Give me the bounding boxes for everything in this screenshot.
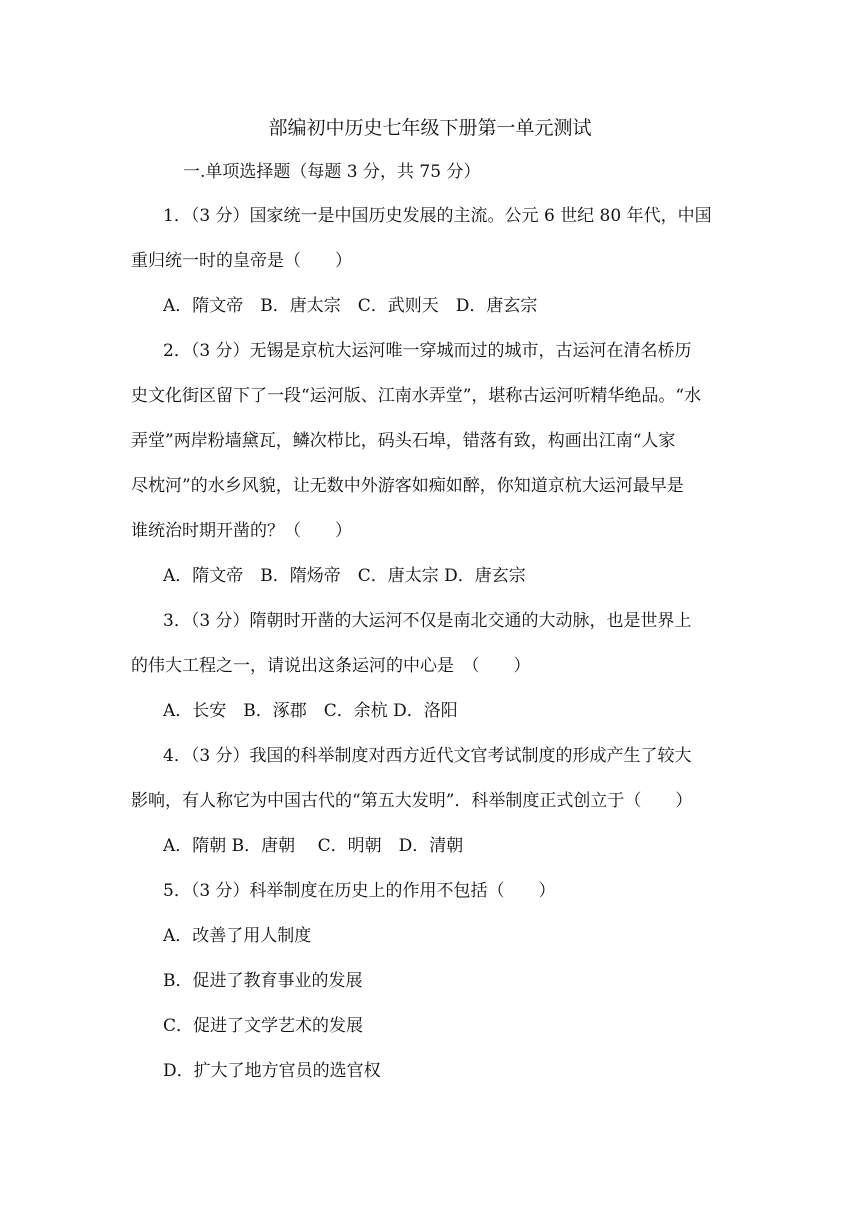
question-5-option-c: C．促进了文学艺术的发展 <box>163 1016 364 1036</box>
question-5-option-d: D．扩大了地方官员的选官权 <box>163 1061 381 1081</box>
section-heading: 一.单项选择题（每题 3 分，共 75 分） <box>183 162 481 182</box>
page-title: 部编初中历史七年级下册第一单元测试 <box>268 117 592 139</box>
question-3-line-1: 3．（3 分）隋朝时开凿的大运河不仅是南北交通的大动脉，也是世界上 <box>163 611 692 631</box>
question-2-options: A．隋文帝 B．隋炀帝 C．唐太宗 D．唐玄宗 <box>163 566 526 586</box>
question-4-line-2: 影响，有人称它为中国古代的“第五大发明”．科举制度正式创立于（ ） <box>131 791 693 811</box>
question-3-options: A．长安 B．涿郡 C．余杭 D．洛阳 <box>163 701 458 721</box>
question-4-options: A．隋朝 B．唐朝 C．明朝 D．清朝 <box>163 836 464 856</box>
question-3-line-2: 的伟大工程之一，请说出这条运河的中心是 （ ） <box>131 656 531 676</box>
question-1-options: A．隋文帝 B．唐太宗 C．武则天 D．唐玄宗 <box>163 296 538 316</box>
question-2-line-3: 弄堂”两岸粉墙黛瓦，鳞次栉比，码头石埠，错落有致，构画出江南“人家 <box>131 431 676 451</box>
question-2-line-2: 史文化街区留下了一段“运河版、江南水弄堂”，堪称古运河听精华绝品。“水 <box>131 386 702 406</box>
question-5-line-1: 5．（3 分）科举制度在历史上的作用不包括（ ） <box>163 881 556 901</box>
question-1-line-2: 重归统一时的皇帝是（ ） <box>131 251 352 271</box>
question-2-line-4: 尽枕河”的水乡风貌，让无数中外游客如痴如醉，你知道京杭大运河最早是 <box>131 476 684 496</box>
question-5-option-b: B．促进了教育事业的发展 <box>163 971 363 991</box>
question-1-line-1: 1．（3 分）国家统一是中国历史发展的主流。公元 6 世纪 80 年代，中国 <box>163 206 712 226</box>
question-5-option-a: A．改善了用人制度 <box>163 926 312 946</box>
question-2-line-1: 2．（3 分）无锡是京杭大运河唯一穿城而过的城市，古运河在清名桥历 <box>163 341 692 361</box>
question-2-line-5: 谁统治时期开凿的？（ ） <box>131 521 352 541</box>
question-4-line-1: 4．（3 分）我国的科举制度对西方近代文官考试制度的形成产生了较大 <box>163 746 692 766</box>
